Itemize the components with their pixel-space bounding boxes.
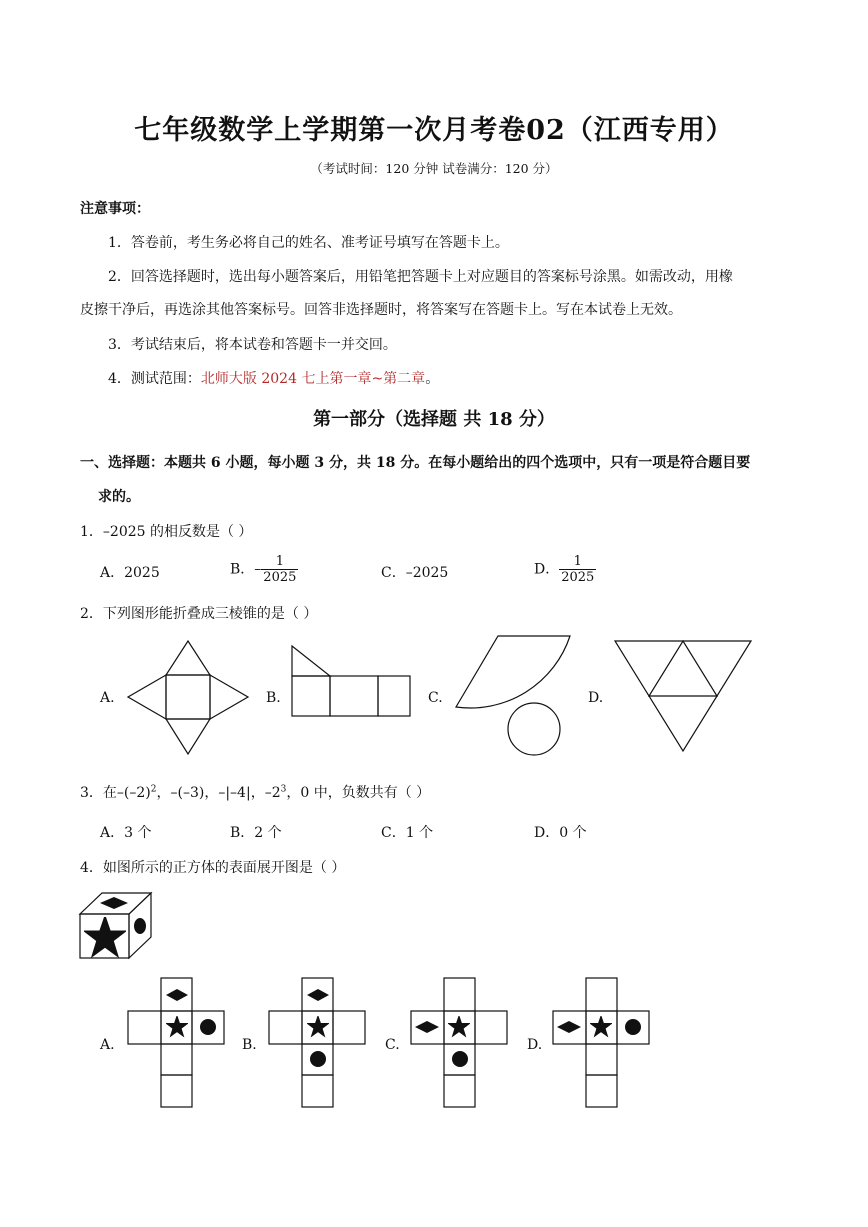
star-icon: [308, 1017, 328, 1036]
star-icon: [86, 918, 124, 955]
diamond-icon: [100, 897, 128, 909]
exam-subtitle: （考试时间：120 分钟 试卷满分：120 分）: [310, 161, 558, 176]
diamond-icon: [415, 1021, 439, 1033]
q4-net-d: [553, 978, 649, 1107]
q3-stem-prefix: 3．在: [80, 785, 117, 801]
circle-icon: [200, 1019, 216, 1035]
diamond-icon: [557, 1021, 581, 1033]
q1-option-d-label: D．: [534, 561, 560, 578]
section-intro-line-2: 求的。: [98, 489, 140, 505]
q3-sep-2: ，: [204, 785, 219, 801]
section-intro-line-1: 一、选择题：本题共 6 小题，每小题 3 分，共 18 分。在每小题给出的四个选项中，只有一项是符合题目要: [80, 455, 751, 471]
notice-item-4-suffix: 。: [425, 371, 440, 387]
q4-option-b-label: B.: [242, 1037, 257, 1053]
q2-option-d-label: D.: [588, 690, 604, 706]
q4-stem: 4．如图所示的正方体的表面展开图是（ ）: [80, 860, 346, 876]
star-icon: [591, 1017, 611, 1036]
q4-option-a-label: A.: [100, 1037, 115, 1053]
star-icon: [449, 1017, 469, 1036]
q4-option-d-label: D.: [527, 1037, 543, 1053]
diamond-icon: [166, 989, 188, 1001]
circle-icon: [625, 1019, 641, 1035]
q3-expr-1-exponent: 2: [150, 784, 157, 795]
q2-option-c-label: C.: [428, 690, 443, 706]
q1-d-denominator: 2025: [561, 570, 595, 585]
q2-stem: 2．下列图形能折叠成三棱锥的是（ ）: [80, 606, 318, 622]
q2-option-a-label: A.: [100, 690, 115, 706]
q4-cube-figure: [80, 893, 151, 958]
q3-option-c: C．1 个: [381, 825, 434, 841]
notice-item-3: 3．考试结束后，将本试卷和答题卡一并交回。: [108, 337, 397, 353]
q3-expr-4: –2: [264, 785, 281, 801]
test-range: 北师大版 2024 七上第一章~第二章: [200, 371, 426, 387]
diamond-icon: [307, 989, 329, 1001]
q3-option-a: A．3 个: [100, 825, 152, 841]
q3-expr-2: –(–3): [170, 785, 205, 801]
q1-option-a: A．2025: [100, 565, 160, 581]
q1-option-c: C．–2025: [381, 565, 449, 581]
q4-option-c-label: C.: [385, 1037, 400, 1053]
exam-title: 七年级数学上学期第一次月考卷02（江西专用）: [134, 115, 734, 146]
q3-option-d: D．0 个: [534, 825, 587, 841]
notice-item-1: 1．答卷前，考生务必将自己的姓名、准考证号填写在答题卡上。: [108, 235, 509, 251]
q3-option-b: B．2 个: [230, 825, 282, 841]
q4-net-b: [269, 978, 365, 1107]
circle-icon: [310, 1051, 326, 1067]
notice-item-4-prefix: 4．测试范围：: [108, 371, 201, 387]
q3-sep-3: ，: [250, 785, 265, 801]
q2-option-b-label: B.: [266, 690, 281, 706]
q1-option-b-sign: –: [254, 561, 262, 578]
notice-item-2-line-2: 皮擦干净后，再选涂其他答案标号。回答非选择题时，将答案写在答题卡上。写在本试卷上无效。: [80, 302, 682, 318]
notice-item-2-line-1: 2．回答选择题时，选出每小题答案后，用铅笔把答题卡上对应题目的答案标号涂黑。如需改动，用橡: [108, 269, 733, 285]
circle-icon: [134, 918, 146, 934]
q1-option-b-label: B．: [230, 561, 255, 578]
q3-sep-1: ，: [156, 785, 171, 801]
q3-stem-suffix: ，0 中，负数共有（ ）: [286, 785, 431, 801]
q1-d-numerator: 1: [559, 554, 596, 570]
q3-expr-3: –|–4|: [218, 785, 251, 801]
q3-expr-1: –(–2): [116, 785, 151, 801]
q1-stem: 1．–2025 的相反数是（ ）: [80, 524, 253, 540]
star-icon: [167, 1017, 187, 1036]
q1-b-numerator: 1: [261, 554, 298, 570]
circle-icon: [452, 1051, 468, 1067]
q4-net-a: [128, 978, 224, 1107]
q1-b-denominator: 2025: [263, 570, 297, 585]
notice-heading: 注意事项：: [80, 201, 150, 217]
q4-net-c: [411, 978, 507, 1107]
q3-expr-4-exponent: 3: [280, 784, 287, 795]
section-title: 第一部分（选择题 共 18 分）: [313, 409, 555, 430]
